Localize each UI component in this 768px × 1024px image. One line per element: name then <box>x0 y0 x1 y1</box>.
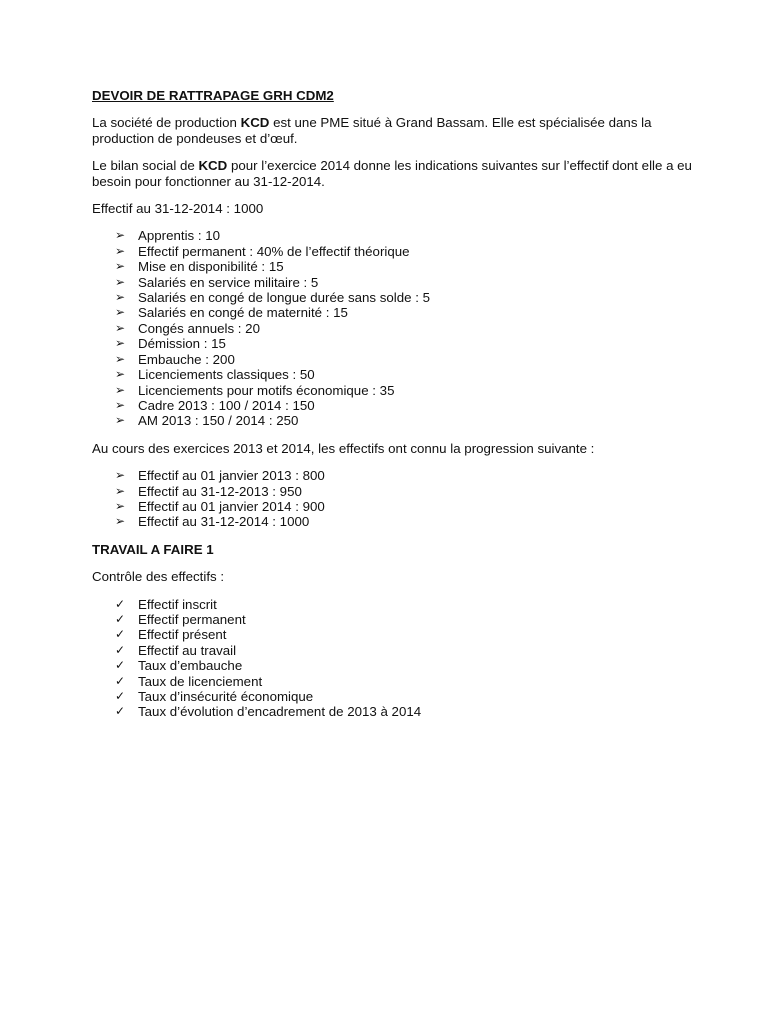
list-item: ➢ Effectif permanent : 40% de l’effectif théorique <box>115 243 410 259</box>
list-item: ➢ Effectif au 01 janvier 2014 : 900 <box>115 498 325 514</box>
check-bullet-icon: ✓ <box>115 627 126 642</box>
arrow-bullet-icon: ➢ <box>115 498 126 513</box>
list-item: ➢ Effectif au 31-12-2013 : 950 <box>115 483 302 499</box>
arrow-bullet-icon: ➢ <box>115 367 126 382</box>
list-item: ➢ Mise en disponibilité : 15 <box>115 259 284 275</box>
arrow-bullet-icon: ➢ <box>115 336 126 351</box>
progression-list <box>92 468 692 530</box>
arrow-bullet-icon: ➢ <box>115 259 126 274</box>
intro-paragraph-2 <box>92 158 692 189</box>
progression-intro: Au cours des exercices 2013 et 2014, les effectifs ont connu la progression suivante : <box>92 440 595 456</box>
list-item: ➢ Apprentis : 10 <box>115 228 221 244</box>
arrow-bullet-icon: ➢ <box>115 382 126 397</box>
document-page <box>92 88 692 732</box>
intro-text-2b: pour l’exercice 2014 donne les indications suivantes sur l’effectif dont elle a eu besoin pour fonctionner au 31-12-2014. <box>92 158 692 189</box>
intro-paragraph-1 <box>92 115 692 146</box>
list-item: ➢ Licenciements classiques : 50 <box>115 367 315 383</box>
list-item: ✓ Taux d’évolution d’encadrement de 2013 à 2014 <box>115 704 422 720</box>
arrow-bullet-icon: ➢ <box>115 305 126 320</box>
arrow-bullet-icon: ➢ <box>115 483 126 498</box>
check-bullet-icon: ✓ <box>115 596 126 611</box>
company-name: KCD <box>240 115 270 131</box>
check-bullet-icon: ✓ <box>115 704 126 719</box>
list-item: ✓ Taux d’embauche <box>115 658 243 674</box>
list-item: ✓ Effectif au travail <box>115 642 237 658</box>
list-item: ➢ Licenciements pour motifs économique : 35 <box>115 382 395 398</box>
list-item: ✓ Effectif présent <box>115 627 227 643</box>
check-bullet-icon: ✓ <box>115 658 126 673</box>
list-item: ✓ Effectif inscrit <box>115 596 217 612</box>
arrow-bullet-icon: ➢ <box>115 413 126 428</box>
list-item: ✓ Taux d’insécurité économique <box>115 689 314 704</box>
list-item: ➢ Effectif au 31-12-2014 : 1000 <box>115 514 310 530</box>
effectif-line: Effectif au 31-12-2014 : 1000 <box>92 201 264 217</box>
check-bullet-icon: ✓ <box>115 673 126 688</box>
list-item: ➢ Cadre 2013 : 100 / 2014 : 150 <box>115 397 315 413</box>
list-item: ✓ Effectif permanent <box>115 611 246 627</box>
check-bullet-icon: ✓ <box>115 642 126 657</box>
intro-text-2a: Le bilan social de <box>92 158 199 174</box>
arrow-bullet-icon: ➢ <box>115 320 126 335</box>
list-item: ➢ Salariés en congé de maternité : 15 <box>115 305 348 321</box>
list-item: ➢ Démission : 15 <box>115 336 226 352</box>
document-title: DEVOIR DE RATTRAPAGE GRH CDM2 <box>92 88 334 103</box>
arrow-bullet-icon: ➢ <box>115 290 126 305</box>
intro-text-1a: La société de production <box>92 115 241 131</box>
arrow-bullet-icon: ➢ <box>115 228 126 243</box>
check-bullet-icon: ✓ <box>115 611 126 626</box>
intro-text-1b: est une PME situé à Grand Bassam. Elle est spécialisée dans la production de pondeuses et d’œuf. <box>92 115 652 146</box>
controle-intro: Contrôle des effectifs : <box>92 569 225 585</box>
check-bullet-icon: ✓ <box>115 689 126 703</box>
list-item: ➢ Congés annuels : 20 <box>115 320 260 336</box>
controle-list <box>92 597 692 720</box>
list-item: ➢ Salariés en congé de longue durée sans solde : 5 <box>115 290 430 306</box>
arrow-bullet-icon: ➢ <box>115 351 126 366</box>
list-item: ➢ Effectif au 01 janvier 2013 : 800 <box>115 468 325 484</box>
list-item: ➢ Salariés en service militaire : 5 <box>115 274 319 290</box>
arrow-bullet-icon: ➢ <box>115 397 126 412</box>
arrow-bullet-icon: ➢ <box>115 243 126 258</box>
list-item: ➢ Embauche : 200 <box>115 351 235 367</box>
arrow-bullet-icon: ➢ <box>115 274 126 289</box>
arrow-bullet-icon: ➢ <box>115 514 126 529</box>
travail-title: TRAVAIL A FAIRE 1 <box>92 541 214 557</box>
arrow-bullet-icon: ➢ <box>115 468 126 483</box>
company-name: KCD <box>198 158 228 174</box>
bilan-list <box>92 228 692 428</box>
list-item: ➢ AM 2013 : 150 / 2014 : 250 <box>115 413 299 429</box>
list-item: ✓ Taux de licenciement <box>115 673 263 689</box>
